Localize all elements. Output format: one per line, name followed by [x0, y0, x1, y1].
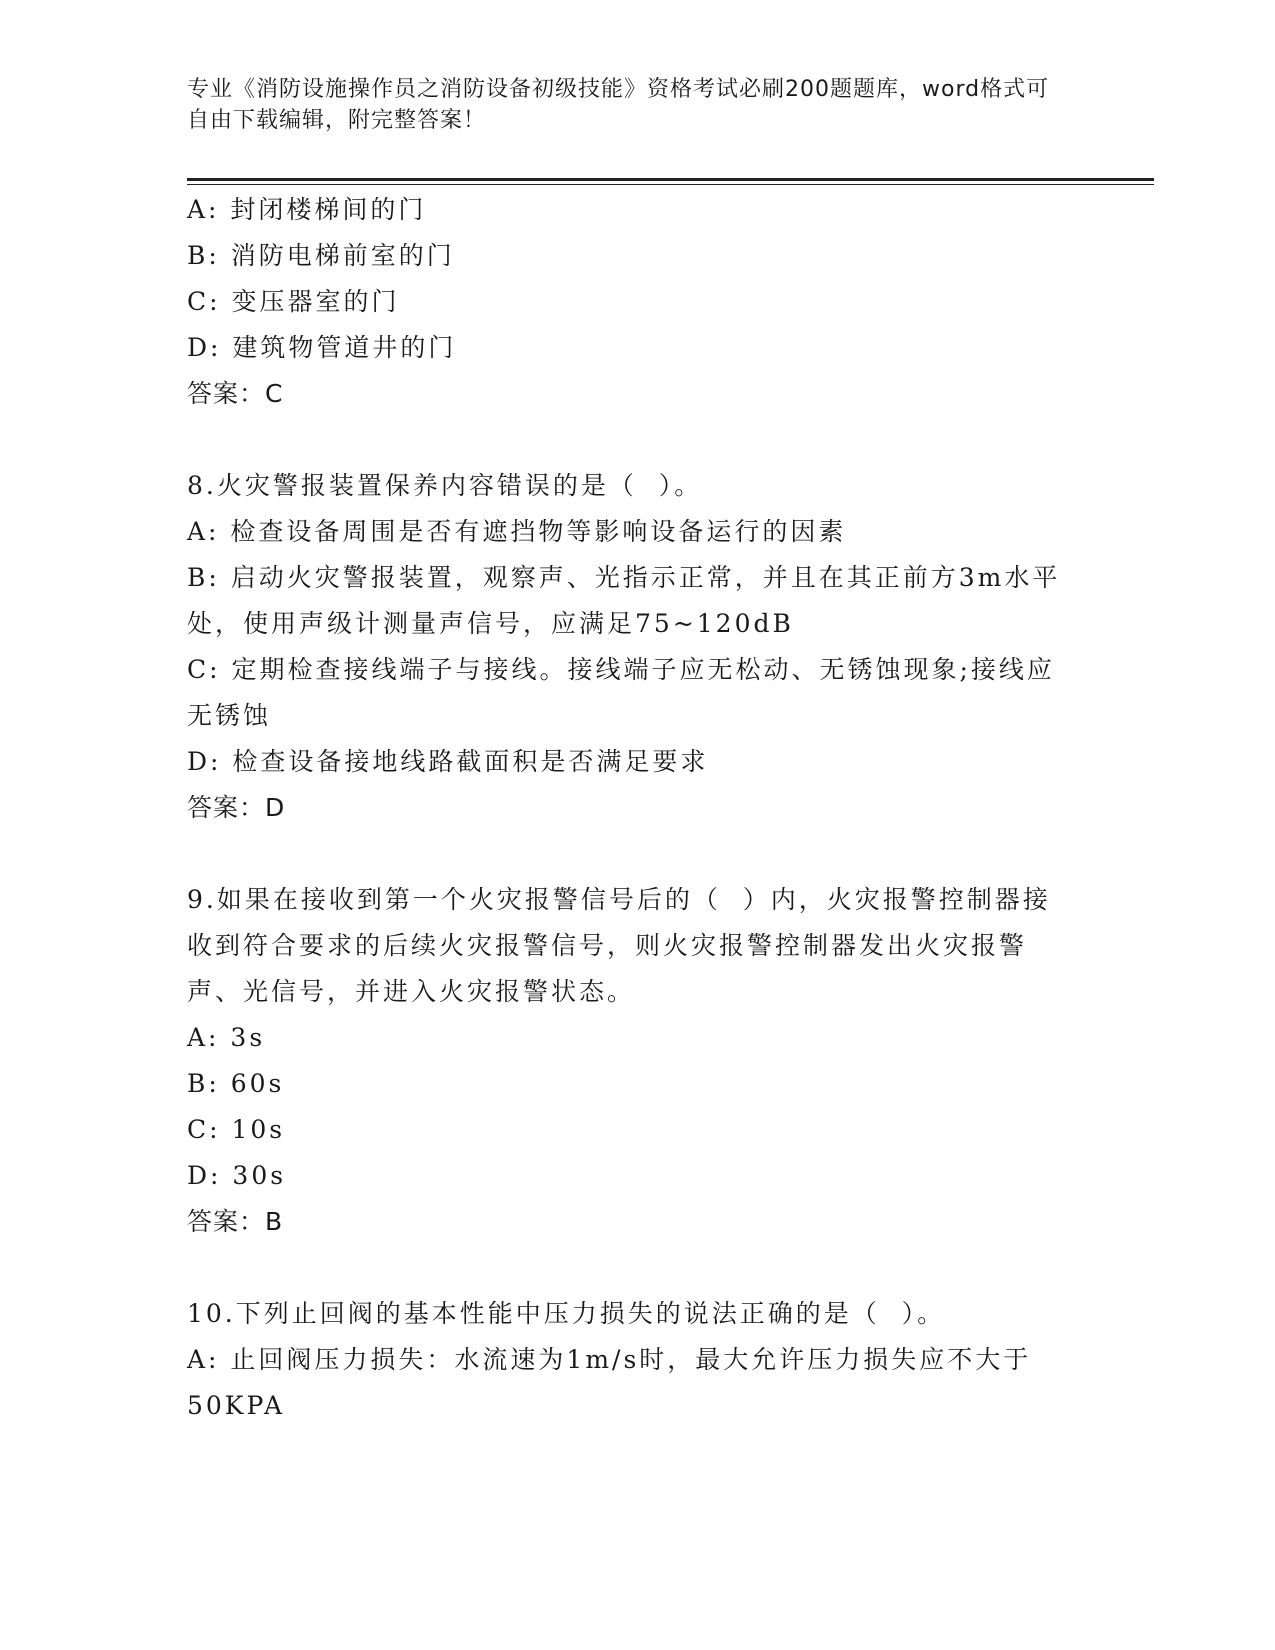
option-a: A: 检查设备周围是否有遮挡物等影响设备运行的因素: [187, 517, 847, 546]
option-b: B: 消防电梯前室的门: [187, 241, 455, 270]
option-a: A: 止回阀压力损失：水流速为1m/s时，最大允许压力损失应不大于50KPA: [187, 1345, 1032, 1420]
question-7-block: [187, 187, 1067, 417]
answer-label: 答案：B: [187, 1207, 284, 1236]
question-content: [187, 187, 1067, 1429]
option-d: D: 检查设备接地线路截面积是否满足要求: [187, 747, 709, 776]
option-d: D: 30s: [187, 1161, 287, 1190]
option-a: A: 3s: [187, 1023, 266, 1052]
document-header: 专业《消防设施操作员之消防设备初级技能》资格考试必刷200题题库，word格式可自由下载编辑，附完整答案！: [187, 77, 1050, 133]
option-a: A: 封闭楼梯间的门: [187, 195, 427, 224]
option-d: D: 建筑物管道井的门: [187, 333, 457, 362]
option-c: C: 定期检查接线端子与接线。接线端子应无松动、无锈蚀现象;接线应无锈蚀: [187, 655, 1055, 730]
spacer: [187, 417, 1067, 463]
header-divider-thick: [187, 178, 1154, 181]
question-8-block: [187, 463, 1067, 831]
question-text: 8.火灾警报装置保养内容错误的是（ ）。: [187, 471, 703, 500]
answer-label: 答案：D: [187, 793, 286, 822]
option-b: B: 60s: [187, 1069, 285, 1098]
question-10-block: [187, 1291, 1067, 1429]
answer-label: 答案：C: [187, 379, 284, 408]
spacer: [187, 1245, 1067, 1291]
spacer: [187, 831, 1067, 877]
question-text: 9.如果在接收到第一个火灾报警信号后的（ ）内，火灾报警控制器接收到符合要求的后续火灾报警信号，则火灾报警控制器发出火灾报警声、光信号，并进入火灾报警状态。: [187, 885, 1051, 1006]
option-b: B: 启动火灾警报装置，观察声、光指示正常，并且在其正前方3m水平处，使用声级计测量声信号，应满足75~120dB: [187, 563, 1061, 638]
option-c: C: 变压器室的门: [187, 287, 400, 316]
header-divider-thin: [187, 184, 1154, 185]
question-text: 10.下列止回阀的基本性能中压力损失的说法正确的是（ ）。: [187, 1299, 946, 1328]
question-9-block: [187, 877, 1067, 1245]
option-c: C: 10s: [187, 1115, 286, 1144]
